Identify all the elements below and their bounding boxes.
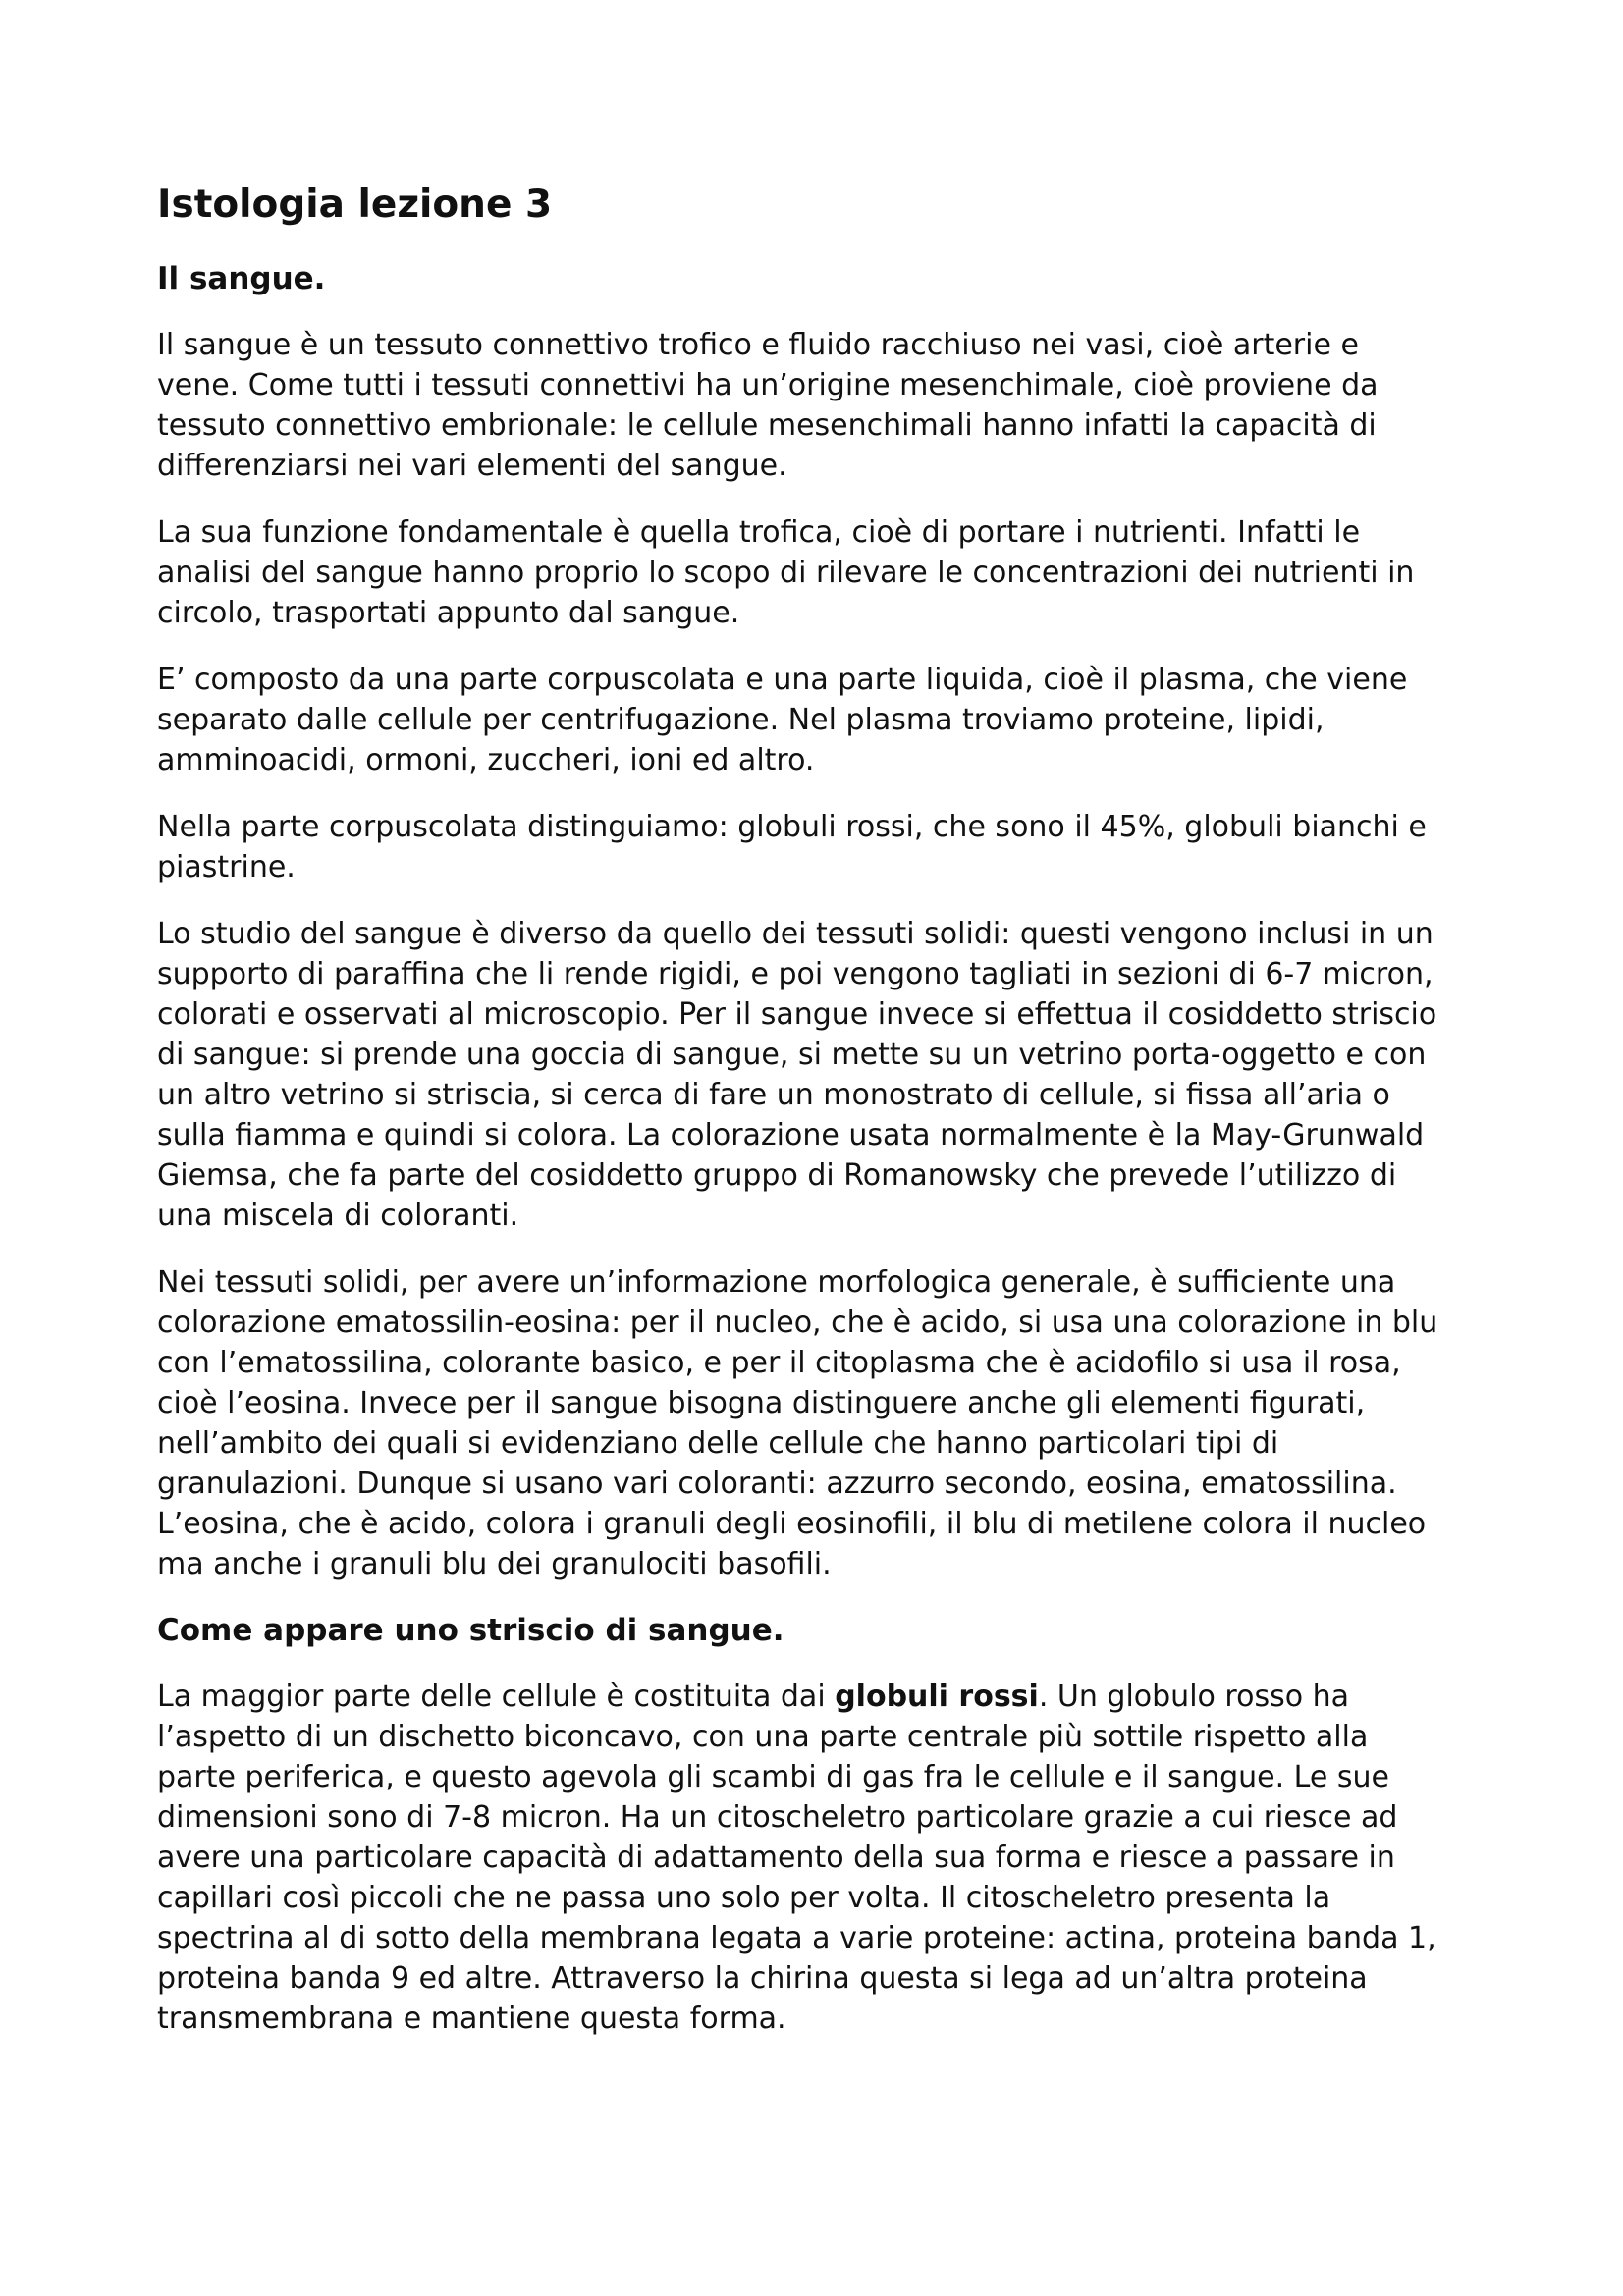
paragraph-line: E’ composto da una parte corpuscolata e una parte liquida, cioè il plasma, che viene	[157, 663, 1408, 698]
section-heading-il-sangue: Il sangue.	[157, 260, 326, 296]
paragraph-line: Il sangue è un tessuto connettivo trofico e fluido racchiuso nei vasi, cioè arterie e	[157, 328, 1359, 363]
document-page	[157, 183, 1483, 2065]
paragraph-line: parte periferica, e questo agevola gli scambi di gas fra le cellule e il sangue. Le sue	[157, 1760, 1389, 1795]
paragraph	[157, 1262, 1483, 1584]
paragraph-line: Nella parte corpuscolata distinguiamo: globuli rossi, che sono il 45%, globuli bianchi e	[157, 810, 1427, 845]
paragraph-line: Giemsa, che fa parte del cosiddetto gruppo di Romanowsky che prevede l’utilizzo di	[157, 1158, 1397, 1194]
paragraph-line: transmembrana e mantiene questa forma.	[157, 2002, 786, 2037]
paragraph-line: cioè l’eosina. Invece per il sangue bisogna distinguere anche gli elementi figurati,	[157, 1386, 1366, 1421]
paragraph-line: differenziarsi nei vari elementi del sangue.	[157, 449, 787, 484]
paragraph-line	[157, 1677, 1483, 1717]
paragraph-line: nell’ambito dei quali si evidenziano delle cellule che hanno particolari tipi di	[157, 1426, 1279, 1462]
paragraph-line: piastrine.	[157, 850, 296, 885]
paragraph-line: capillari così piccoli che ne passa uno solo per volta. Il citoscheletro presenta la	[157, 1881, 1331, 1916]
paragraph	[157, 660, 1483, 780]
paragraph	[157, 325, 1483, 486]
paragraph-line: amminoacidi, ormoni, zuccheri, ioni ed altro.	[157, 743, 815, 778]
paragraph-globuli-rossi	[157, 1677, 1483, 2039]
paragraph-line: con l’ematossilina, colorante basico, e per il citoplasma che è acidofilo si usa il rosa,	[157, 1346, 1401, 1381]
paragraph-line: analisi del sangue hanno proprio lo scopo di rilevare le concentrazioni dei nutrienti in	[157, 556, 1415, 591]
section-heading-striscio: Come appare uno striscio di sangue.	[157, 1613, 784, 1649]
paragraph-line: di sangue: si prende una goccia di sangue, si mette su un vetrino porta-oggetto e con	[157, 1038, 1427, 1073]
paragraph	[157, 914, 1483, 1236]
text-run: . Un globulo rosso ha	[1038, 1680, 1349, 1715]
paragraph-line: L’eosina, che è acido, colora i granuli degli eosinofili, il blu di metilene colora il nucleo	[157, 1507, 1427, 1542]
paragraph-line: l’aspetto di un dischetto biconcavo, con una parte centrale più sottile rispetto alla	[157, 1720, 1369, 1755]
paragraph-line: spectrina al di sotto della membrana legata a varie proteine: actina, proteina banda 1,	[157, 1921, 1436, 1956]
section-il-sangue-body	[157, 325, 1483, 1584]
paragraph	[157, 512, 1483, 633]
paragraph	[157, 807, 1483, 887]
paragraph-line: separato dalle cellule per centrifugazione. Nel plasma troviamo proteine, lipidi,	[157, 703, 1325, 738]
paragraph-line: supporto di paraffina che li rende rigidi, e poi vengono tagliati in sezioni di 6-7 micron,	[157, 957, 1434, 992]
paragraph-line: ma anche i granuli blu dei granulociti basofili.	[157, 1547, 832, 1582]
paragraph-line: circolo, trasportati appunto dal sangue.	[157, 596, 740, 631]
text-run: La maggior parte delle cellule è costituita dai	[157, 1680, 836, 1715]
paragraph-line: dimensioni sono di 7-8 micron. Ha un citoscheletro particolare grazie a cui riesce ad	[157, 1800, 1398, 1836]
paragraph-line: proteina banda 9 ed altre. Attraverso la chirina questa si lega ad un’altra proteina	[157, 1961, 1368, 1997]
paragraph-line: una miscela di coloranti.	[157, 1199, 519, 1234]
bold-term-globuli-rossi: globuli rossi	[835, 1680, 1039, 1715]
paragraph-line: avere una particolare capacità di adattamento della sua forma e riesce a passare in	[157, 1841, 1395, 1876]
paragraph-line: un altro vetrino si striscia, si cerca di fare un monostrato di cellule, si fissa all’aria o	[157, 1078, 1390, 1113]
paragraph-line: vene. Come tutti i tessuti connettivi ha un’origine mesenchimale, cioè proviene da	[157, 368, 1379, 403]
paragraph-line: La sua funzione fondamentale è quella trofica, cioè di portare i nutrienti. Infatti le	[157, 515, 1361, 551]
paragraph-line: sulla fiamma e quindi si colora. La colorazione usata normalmente è la May-Grunwald	[157, 1118, 1425, 1153]
paragraph-line: Lo studio del sangue è diverso da quello dei tessuti solidi: questi vengono inclusi in un	[157, 917, 1434, 952]
paragraph-line: Nei tessuti solidi, per avere un’informazione morfologica generale, è sufficiente una	[157, 1265, 1396, 1301]
document-title: Istologia lezione 3	[157, 183, 553, 227]
paragraph-line: granulazioni. Dunque si usano vari coloranti: azzurro secondo, eosina, ematossilina.	[157, 1467, 1397, 1502]
paragraph-line: colorati e osservati al microscopio. Per il sangue invece si effettua il cosiddetto striscio	[157, 997, 1437, 1033]
paragraph-line: tessuto connettivo embrionale: le cellule mesenchimali hanno infatti la capacità di	[157, 408, 1377, 444]
paragraph-line: colorazione ematossilin-eosina: per il nucleo, che è acido, si usa una colorazione in blu	[157, 1306, 1438, 1341]
